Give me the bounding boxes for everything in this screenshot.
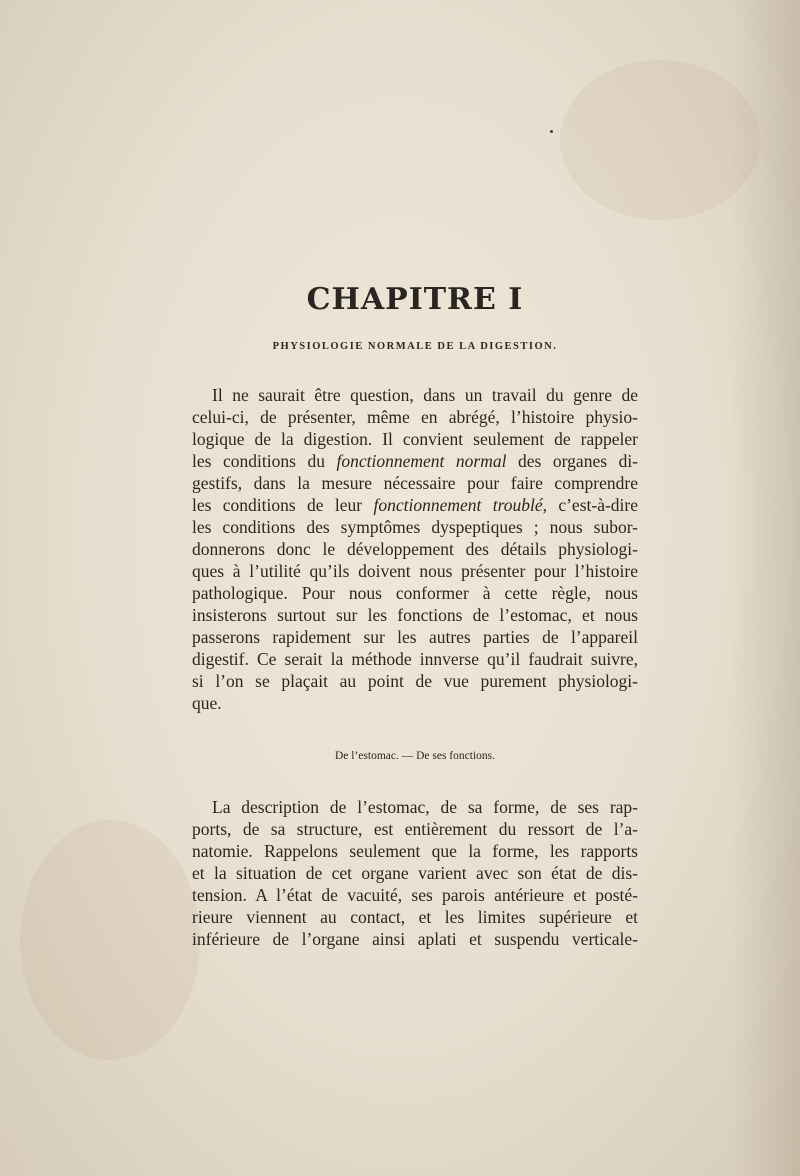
text-line: ques à l’utilité qu’ils doivent nous présenter pour l’histoire [192, 561, 638, 581]
paper-stain [560, 60, 760, 220]
section-heading: De l’estomac. — De ses fonctions. [334, 750, 495, 762]
chapter-subtitle: PHYSIOLOGIE NORMALE DE LA DIGESTION. [272, 341, 558, 352]
text-line: les conditions de leur fonctionnement troublé, c’est-à-dire [192, 495, 638, 515]
text-line: donnerons donc le développement des détails physiologi- [192, 539, 638, 559]
text-line: gestifs, dans la mesure nécessaire pour faire comprendre [192, 473, 638, 493]
ink-speck [550, 130, 553, 133]
paragraph-intro [192, 384, 638, 714]
text-line: natomie. Rappelons seulement que la forme, les rapports [192, 841, 638, 861]
emphasis-text: fonctionnement normal [336, 451, 507, 471]
text-line: digestif. Ce serait la méthode innverse qu’il faudrait suivre, [192, 649, 638, 669]
text-line: tension. A l’état de vacuité, ses parois antérieure et posté- [192, 885, 638, 905]
text-line: si l’on se plaçait au point de vue purement physiologi- [192, 671, 638, 691]
text-line: et la situation de cet organe varient avec son état de dis- [192, 863, 638, 883]
text-line: logique de la digestion. Il convient seulement de rappeler [192, 429, 638, 449]
text-line: rieure viennent au contact, et les limites supérieure et [192, 907, 638, 927]
paper-stain [20, 820, 200, 1060]
emphasis-text: fonctionnement troublé [373, 495, 543, 515]
chapter-title: CHAPITRE I [306, 282, 524, 317]
text-line: Il ne saurait être question, dans un travail du genre de [212, 385, 638, 405]
text-line: passerons rapidement sur les autres parties de l’appareil [192, 627, 638, 647]
text-line: La description de l’estomac, de sa forme, de ses rap- [212, 797, 638, 817]
text-line: les conditions du fonctionnement normal des organes di- [192, 451, 639, 471]
text-line: les conditions des symptômes dyspeptiques ; nous subor- [192, 517, 638, 537]
bleed-through-text [186, 150, 646, 172]
text-line: ports, de sa structure, est entièrement du ressort de l’a- [192, 819, 638, 839]
text-line: inférieure de l’organe ainsi aplati et suspendu verticale- [192, 929, 638, 949]
text-line: insisterons surtout sur les fonctions de l’estomac, et nous [192, 605, 638, 625]
paragraph-estomac [192, 796, 638, 950]
text-line: pathologique. Pour nous conformer à cette règle, nous [192, 583, 638, 603]
text-line: que. [192, 693, 222, 713]
text-line: celui-ci, de présenter, même en abrégé, l’histoire physio- [192, 407, 638, 427]
